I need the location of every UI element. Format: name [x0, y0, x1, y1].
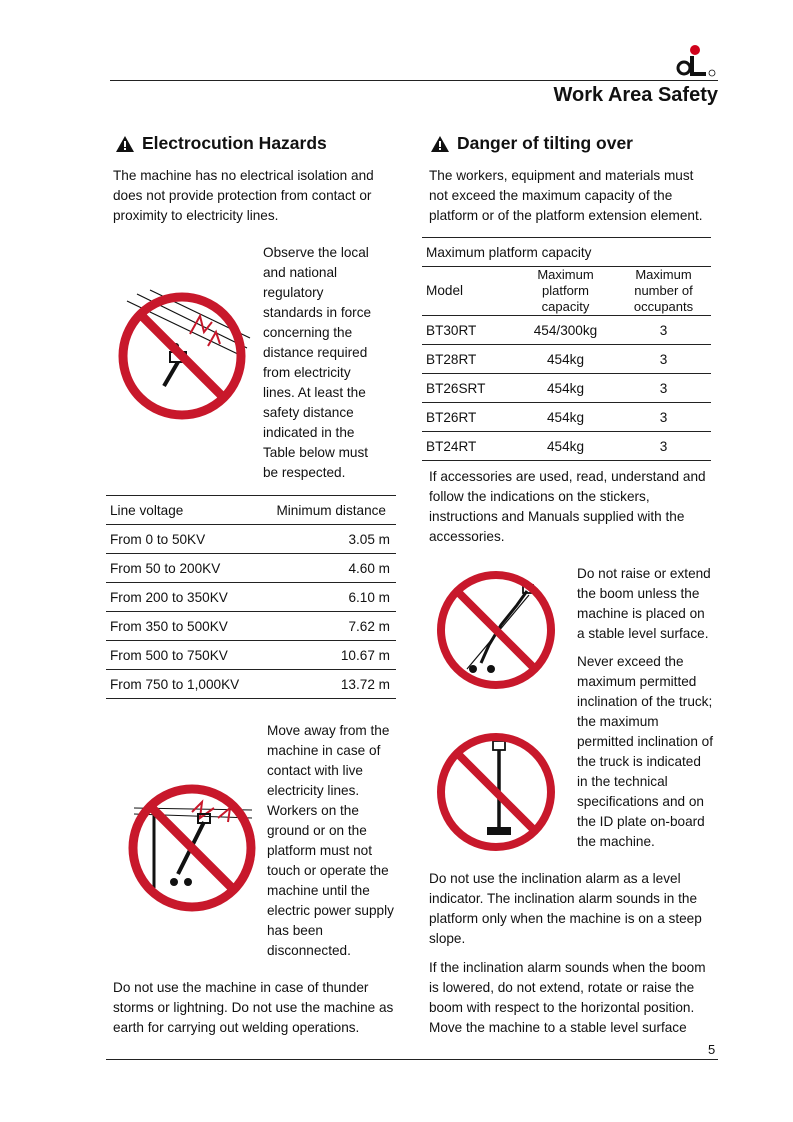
- electrocution-section-title: [116, 133, 327, 154]
- table-row: BT24RT 454kg 3: [422, 432, 711, 461]
- page-title: Work Area Safety: [553, 84, 718, 106]
- alarm-sounds-text: If the inclination alarm sounds when the boom is lowered, do not extend, rotate or raise the boom with respect to the horizontal position. Move the machine to a stable level surface: [429, 960, 706, 1035]
- header-minimum-distance: Minimum distance: [259, 496, 396, 525]
- header-model: Model: [422, 267, 515, 316]
- electrocution-intro: The machine has no electrical isolation and does not provide protection from contact or proximity to electricity lines.: [113, 168, 374, 223]
- no-raise-text: Do not raise or extend the boom unless the machine is placed on a stable level surface.: [577, 566, 711, 641]
- page-number: 5: [708, 1042, 716, 1057]
- table-row: From 350 to 500KV 7.62 m: [106, 612, 396, 641]
- header-rule: [110, 80, 718, 81]
- footer-rule: [106, 1059, 718, 1060]
- table-row: From 750 to 1,000KV 13.72 m: [106, 670, 396, 699]
- no-raise-unlevel-sign: [431, 565, 561, 695]
- table-header-row: [106, 496, 396, 525]
- table-caption: Maximum platform capacity: [422, 238, 711, 267]
- header-line-voltage: Line voltage: [106, 496, 259, 525]
- table-row: From 0 to 50KV 3.05 m: [106, 525, 396, 554]
- section-title-text: Danger of tilting over: [457, 133, 633, 153]
- observe-standards-text: Observe the local and national regulatory standards in force concerning the distance required from electricity lines. At least the safety distance indicated in the Table below must be respected.: [263, 245, 372, 480]
- tilting-section-title: [431, 133, 633, 154]
- inclination-alarm-text: Do not use the inclination alarm as a level indicator. The inclination alarm sounds in the platform only when the machine is on a steep slope.: [429, 871, 702, 946]
- no-power-lines-sign: [112, 286, 252, 426]
- voltage-distance-table: [106, 495, 396, 699]
- table-header-row: [422, 267, 711, 316]
- header-max-occupants: Maximum number of occupants: [616, 267, 711, 316]
- warning-triangle-icon: [116, 136, 134, 152]
- section-title-text: Electrocution Hazards: [142, 133, 327, 153]
- max-inclination-sign: [431, 727, 561, 857]
- warning-triangle-icon: [431, 136, 449, 152]
- never-exceed-text: Never exceed the maximum permitted inclination of the truck; the maximum permitted inclination of the truck is indicated in the technical specifications and on the ID plate on-board the machine.: [577, 654, 714, 849]
- table-row: BT30RT 454/300kg 3: [422, 316, 711, 345]
- thunder-storm-text: Do not use the machine in case of thunder storms or lightning. Do not use the machine as earth for carrying out welding operations.: [113, 980, 394, 1035]
- table-row: From 200 to 350KV 6.10 m: [106, 583, 396, 612]
- accessories-text: If accessories are used, read, understand and follow the indications on the stickers, instructions and Manuals supplied with the accessories.: [429, 469, 706, 544]
- platform-capacity-table: [422, 237, 711, 461]
- table-row: From 50 to 200KV 4.60 m: [106, 554, 396, 583]
- table-row: BT26RT 454kg 3: [422, 403, 711, 432]
- tilting-intro: The workers, equipment and materials must not exceed the maximum capacity of the platform or of the platform extension element.: [429, 168, 703, 223]
- header-max-capacity: Maximum platform capacity: [515, 267, 616, 316]
- company-logo: [674, 44, 718, 78]
- logo-red-dot: [690, 45, 700, 55]
- table-row: BT28RT 454kg 3: [422, 345, 711, 374]
- table-row: From 500 to 750KV 10.67 m: [106, 641, 396, 670]
- no-live-line-contact-sign: [122, 778, 262, 918]
- table-row: BT26SRT 454kg 3: [422, 374, 711, 403]
- move-away-text: Move away from the machine in case of contact with live electricity lines. Workers on the ground or on the platform must not touch or operate the machine until the electric power supply has been disconnected.: [267, 723, 394, 958]
- table-caption-row: [422, 238, 711, 267]
